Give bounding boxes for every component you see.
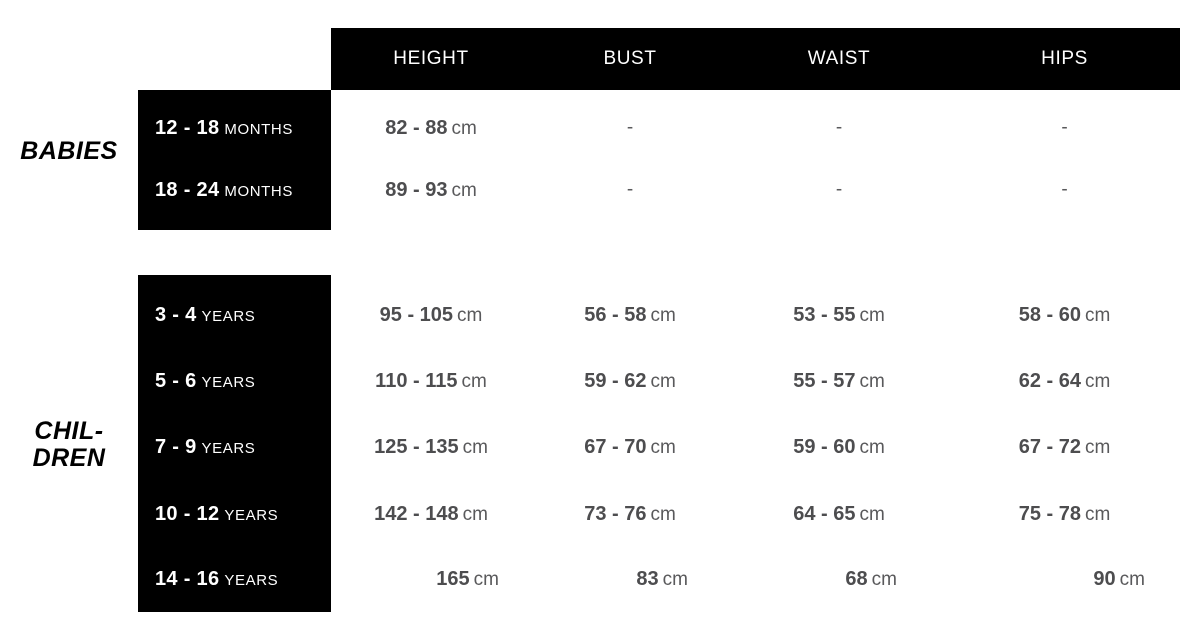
table-row <box>138 93 1180 163</box>
value-number: 142 - 148 <box>374 502 459 525</box>
value-unit: cm <box>1084 370 1111 392</box>
table-row <box>138 155 1180 225</box>
value-hips <box>949 503 1180 526</box>
age-number: 18 - 24 <box>155 178 220 201</box>
age-number: 14 - 16 <box>155 567 220 590</box>
value-unit: cm <box>1084 304 1111 326</box>
value-height <box>331 304 531 327</box>
value-number: 67 - 70 <box>584 435 647 458</box>
group-title-babies: BABIES <box>20 137 118 165</box>
value-unit: cm <box>1084 503 1111 525</box>
value-height <box>331 568 531 591</box>
value-unit: cm <box>1084 436 1111 458</box>
value-unit: cm <box>650 436 676 458</box>
value-bust <box>531 503 729 526</box>
value-number: 125 - 135 <box>374 435 459 458</box>
value-hips <box>949 117 1180 139</box>
value-number: 59 - 60 <box>793 435 856 458</box>
value-hips <box>949 568 1180 591</box>
value-height <box>331 179 531 202</box>
value-unit: cm <box>650 503 676 525</box>
value-unit: cm <box>650 304 676 326</box>
age-cell <box>138 179 331 202</box>
value-bust <box>531 117 729 139</box>
column-header-hips: HIPS <box>1041 48 1088 69</box>
age-cell <box>138 436 331 459</box>
value-number: 90 <box>1093 567 1116 590</box>
value-unit: cm <box>457 304 483 326</box>
value-waist <box>729 568 949 591</box>
value-bust <box>531 370 729 393</box>
column-header-waist: WAIST <box>807 48 871 69</box>
value-bust <box>531 436 729 459</box>
table-header-row <box>331 28 1180 90</box>
value-unit: cm <box>462 436 488 458</box>
age-unit: MONTHS <box>224 120 293 138</box>
value-number: 62 - 64 <box>1018 369 1081 392</box>
age-cell <box>138 503 331 526</box>
value-waist <box>729 436 949 459</box>
value-number: 165 <box>436 567 470 590</box>
value-unit: cm <box>451 179 477 201</box>
age-unit: YEARS <box>201 307 256 325</box>
value-unit: cm <box>859 304 885 326</box>
value-number: 53 - 55 <box>793 303 856 326</box>
value-number: 110 - 115 <box>375 369 458 392</box>
value-number: 82 - 88 <box>385 116 448 139</box>
value-unit: cm <box>1119 568 1145 590</box>
age-cell <box>138 370 331 393</box>
value-number: 56 - 58 <box>584 303 647 326</box>
value-height <box>331 370 531 393</box>
table-row <box>138 412 1180 482</box>
value-height <box>331 503 531 526</box>
value-number: - <box>626 117 634 138</box>
value-unit: cm <box>871 568 897 590</box>
value-unit: cm <box>461 370 487 392</box>
value-unit: cm <box>462 503 488 525</box>
value-number: - <box>1061 179 1068 200</box>
value-waist <box>729 503 949 526</box>
value-bust <box>531 568 729 591</box>
value-unit: cm <box>859 436 885 458</box>
value-number: 95 - 105 <box>379 303 454 326</box>
age-cell <box>138 117 331 140</box>
group-title-children-line2: DREN <box>32 444 106 472</box>
value-number: - <box>835 179 843 200</box>
value-number: 75 - 78 <box>1018 502 1081 525</box>
value-number: - <box>1061 117 1068 138</box>
age-unit: YEARS <box>201 373 256 391</box>
table-row <box>138 479 1180 549</box>
value-height <box>331 436 531 459</box>
value-number: 64 - 65 <box>793 502 856 525</box>
table-row <box>138 544 1180 614</box>
value-unit: cm <box>451 117 477 139</box>
value-number: 83 <box>636 567 659 590</box>
age-cell <box>138 304 331 327</box>
value-waist <box>729 179 949 201</box>
value-number: 68 <box>845 567 868 590</box>
age-unit: YEARS <box>201 439 256 457</box>
column-header-bust: BUST <box>603 48 657 69</box>
group-title-children <box>0 418 138 472</box>
value-number: - <box>835 117 843 138</box>
value-number: 58 - 60 <box>1018 303 1081 326</box>
value-number: 67 - 72 <box>1018 435 1081 458</box>
value-waist <box>729 370 949 393</box>
value-hips <box>949 304 1180 327</box>
value-waist <box>729 117 949 139</box>
value-hips <box>949 370 1180 393</box>
age-number: 12 - 18 <box>155 116 220 139</box>
age-number: 5 - 6 <box>155 369 197 392</box>
value-height <box>331 117 531 140</box>
column-header-height: HEIGHT <box>393 48 469 69</box>
age-unit: YEARS <box>224 506 279 524</box>
value-number: 89 - 93 <box>385 178 448 201</box>
value-bust <box>531 179 729 201</box>
value-unit: cm <box>662 568 688 590</box>
value-unit: cm <box>859 370 885 392</box>
table-row <box>138 346 1180 416</box>
group-title-children-line1: CHIL- <box>34 417 104 445</box>
value-unit: cm <box>473 568 499 590</box>
age-number: 3 - 4 <box>155 303 197 326</box>
value-number: 55 - 57 <box>793 369 856 392</box>
value-hips <box>949 436 1180 459</box>
value-number: 59 - 62 <box>584 369 647 392</box>
age-cell <box>138 568 331 591</box>
value-unit: cm <box>650 370 676 392</box>
age-number: 10 - 12 <box>155 502 220 525</box>
age-unit: YEARS <box>224 571 279 589</box>
value-waist <box>729 304 949 327</box>
value-bust <box>531 304 729 327</box>
age-number: 7 - 9 <box>155 435 197 458</box>
value-hips <box>949 179 1180 201</box>
value-unit: cm <box>859 503 885 525</box>
value-number: 73 - 76 <box>584 502 647 525</box>
table-row <box>138 280 1180 350</box>
value-number: - <box>626 179 634 200</box>
age-unit: MONTHS <box>224 182 293 200</box>
